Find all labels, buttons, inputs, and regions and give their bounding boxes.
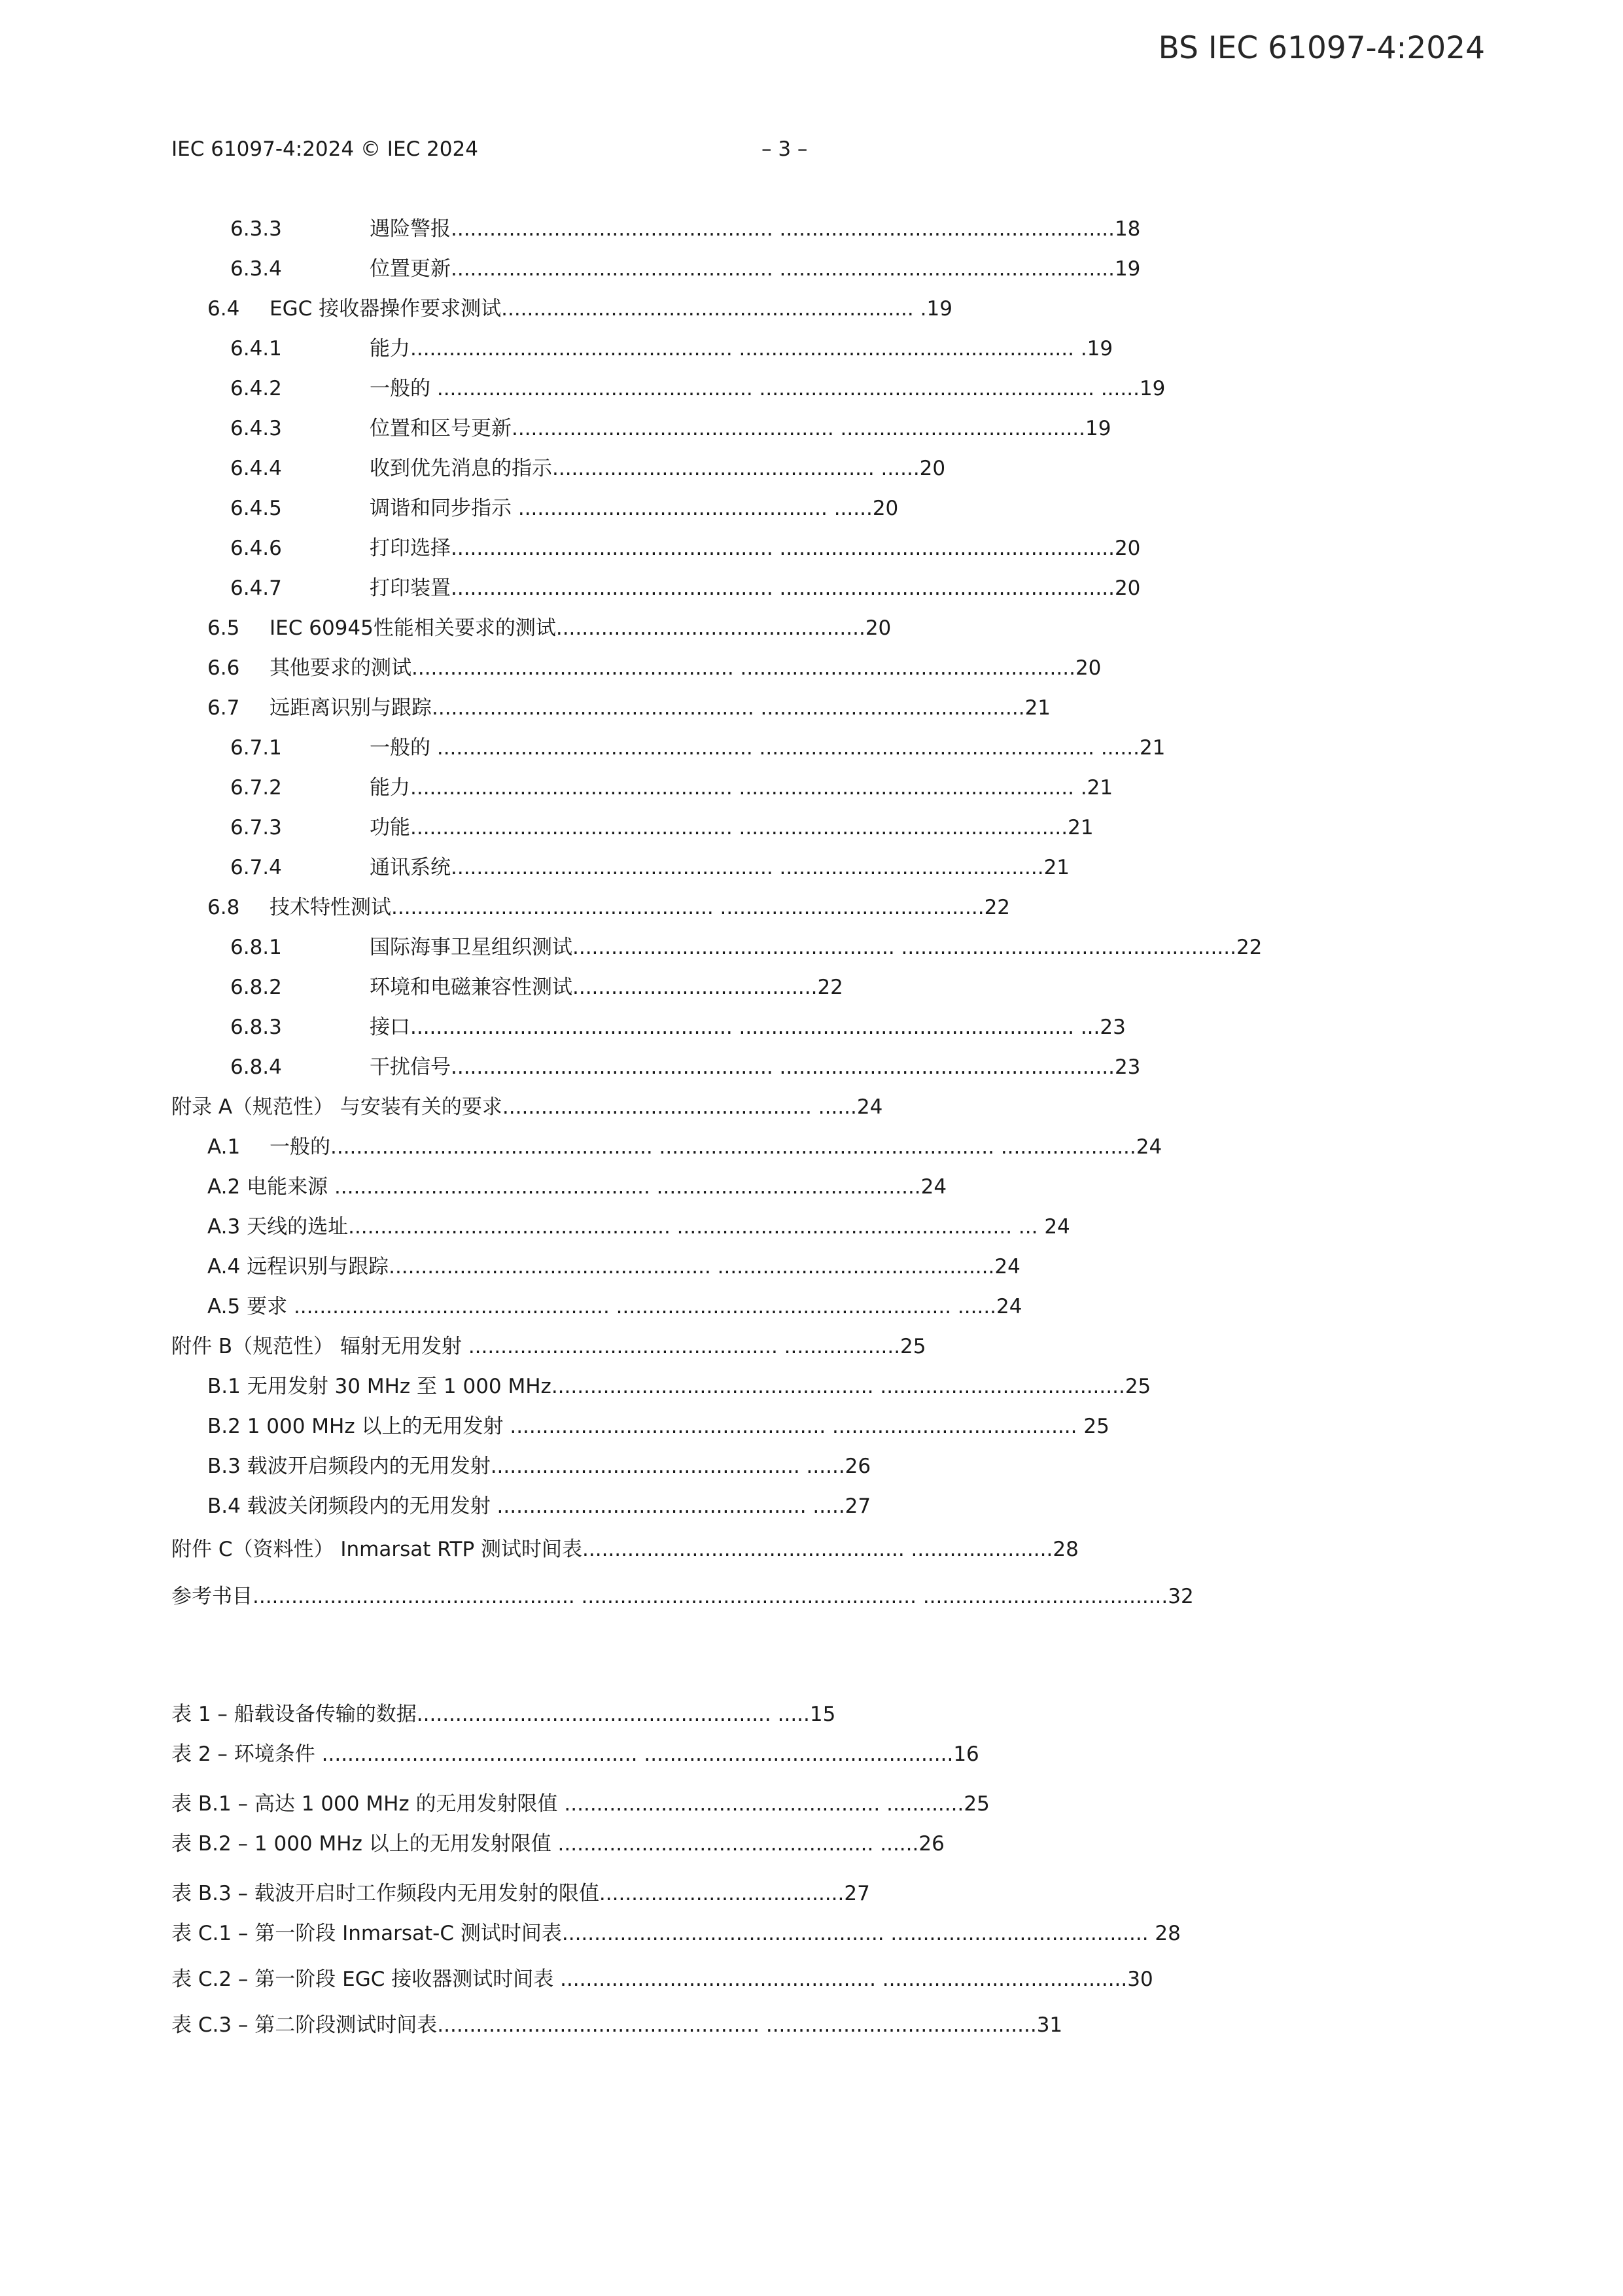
toc-number: 6.4.6 xyxy=(230,537,282,560)
toc-title: 一般的 ................................................. .................................................... ......19 xyxy=(370,377,1166,400)
toc-title: A.5 要求 ................................................. .................................................... ......24 xyxy=(207,1295,1022,1318)
toc-title: 附录 A（规范性） 与安装有关的要求................................................ ......24 xyxy=(171,1095,883,1119)
toc-title: 国际海事卫星组织测试.................................................. ....................................................22 xyxy=(370,936,1263,959)
toc-number: 6.8.1 xyxy=(230,936,282,959)
toc-title: 调谐和同步指示 ................................................ ......20 xyxy=(370,497,899,520)
toc-title: 打印装置.................................................. ....................................................20 xyxy=(370,576,1141,600)
toc-number: 6.8.2 xyxy=(230,976,282,999)
toc-title: 收到优先消息的指示.................................................. ......20 xyxy=(370,457,946,480)
toc-title: 一般的.................................................. .................................................... .....................24 xyxy=(270,1135,1162,1159)
toc-title: 通讯系统.................................................. .........................................21 xyxy=(370,856,1070,879)
toc-number: 6.5 xyxy=(207,616,240,640)
toc-title: A.3 天线的选址.................................................. .................................................... ... 24 xyxy=(207,1215,1070,1239)
toc-number: 6.7.2 xyxy=(230,776,282,800)
toc-number: 6.4 xyxy=(207,297,240,321)
toc-title: 功能.................................................. ...................................................21 xyxy=(370,816,1094,839)
toc-title: B.3 载波开启频段内的无用发射................................................ ......26 xyxy=(207,1455,871,1478)
running-header xyxy=(171,137,1454,170)
table-entry-title: 表 2 – 环境条件 ................................................. ................................................16 xyxy=(171,1742,979,1766)
toc-title: 远距离识别与跟踪.................................................. .........................................21 xyxy=(270,696,1051,720)
toc-number: 6.4.3 xyxy=(230,417,282,440)
table-entry-title: 表 C.2 – 第一阶段 EGC 接收器测试时间表 ................................................. ......................................30 xyxy=(171,1968,1153,1991)
toc-title: B.4 载波关闭频段内的无用发射 ................................................ .....27 xyxy=(207,1494,871,1518)
toc-title: 位置和区号更新.................................................. ......................................19 xyxy=(370,417,1111,440)
toc-title: 遇险警报.................................................. ....................................................18 xyxy=(370,217,1141,241)
table-entry-title: 表 B.2 – 1 000 MHz 以上的无用发射限值 ................................................. ......26 xyxy=(171,1832,945,1856)
toc-title: 能力.................................................. .................................................... .21 xyxy=(370,776,1113,800)
document-id: BS IEC 61097-4:2024 xyxy=(1158,30,1485,66)
toc-title: 干扰信号.................................................. ....................................................23 xyxy=(370,1055,1141,1079)
toc-title: 附件 B（规范性） 辐射无用发射 ................................................ ..................25 xyxy=(171,1335,926,1358)
table-entry-title: 表 C.1 – 第一阶段 Inmarsat-C 测试时间表.................................................. ........................................ 28 xyxy=(171,1922,1181,1945)
table-entry-title: 表 B.1 – 高达 1 000 MHz 的无用发射限值 ................................................. ............25 xyxy=(171,1792,990,1816)
copyright-line: IEC 61097-4:2024 © IEC 2024 xyxy=(171,137,478,161)
toc-title: B.1 无用发射 30 MHz 至 1 000 MHz.................................................. ......................................25 xyxy=(207,1375,1151,1398)
toc-number: 6.4.5 xyxy=(230,497,282,520)
toc-title: A.2 电能来源 ................................................. .........................................24 xyxy=(207,1175,947,1199)
toc-number: 6.7.4 xyxy=(230,856,282,879)
toc-number: 6.8.4 xyxy=(230,1055,282,1079)
toc-number: 6.4.2 xyxy=(230,377,282,400)
toc-number: 6.7.3 xyxy=(230,816,282,839)
toc-number: 6.8 xyxy=(207,896,240,919)
toc-number: 6.3.3 xyxy=(230,217,282,241)
toc-title: A.4 远程识别与跟踪.................................................. ...........................................24 xyxy=(207,1255,1021,1279)
toc-title: EGC 接收器操作要求测试................................................................ .19 xyxy=(270,297,952,321)
toc-title: 一般的 ................................................. .................................................... ......21 xyxy=(370,736,1166,760)
toc-number: A.1 xyxy=(207,1135,241,1159)
toc-number: 6.4.4 xyxy=(230,457,282,480)
toc-number: 6.4.7 xyxy=(230,576,282,600)
toc-number: 6.8.3 xyxy=(230,1016,282,1039)
toc-number: 6.7 xyxy=(207,696,240,720)
toc-number: 6.7.1 xyxy=(230,736,282,760)
table-entry-title: 表 1 – 船载设备传输的数据....................................................... .....15 xyxy=(171,1703,836,1726)
toc-title: 接口.................................................. .................................................... ...23 xyxy=(370,1016,1126,1039)
toc-title: 环境和电磁兼容性测试......................................22 xyxy=(370,976,843,999)
table-entry-title: 表 B.3 – 载波开启时工作频段内无用发射的限值......................................27 xyxy=(171,1882,870,1905)
toc-title: 位置更新.................................................. ....................................................19 xyxy=(370,257,1141,281)
toc-number: 6.6 xyxy=(207,656,240,680)
toc-title: 能力.................................................. .................................................... .19 xyxy=(370,337,1113,361)
toc-number: 6.4.1 xyxy=(230,337,282,361)
toc-title: 参考书目.................................................. .................................................... ......................................32 xyxy=(171,1585,1194,1608)
toc-title: 附件 C（资料性） Inmarsat RTP 测试时间表.................................................. ......................28 xyxy=(171,1538,1079,1561)
table-entry-title: 表 C.3 – 第二阶段测试时间表.................................................. ..........................................31 xyxy=(171,2013,1063,2037)
toc-title: 技术特性测试.................................................. .........................................22 xyxy=(270,896,1011,919)
toc-title: IEC 60945性能相关要求的测试................................................20 xyxy=(270,616,892,640)
toc-number: 6.3.4 xyxy=(230,257,282,281)
toc-title: 其他要求的测试.................................................. ....................................................20 xyxy=(270,656,1102,680)
toc-title: B.2 1 000 MHz 以上的无用发射 ................................................. ...................................... 25 xyxy=(207,1415,1109,1438)
toc-title: 打印选择.................................................. ....................................................20 xyxy=(370,537,1141,560)
page-number: – 3 – xyxy=(761,137,808,161)
